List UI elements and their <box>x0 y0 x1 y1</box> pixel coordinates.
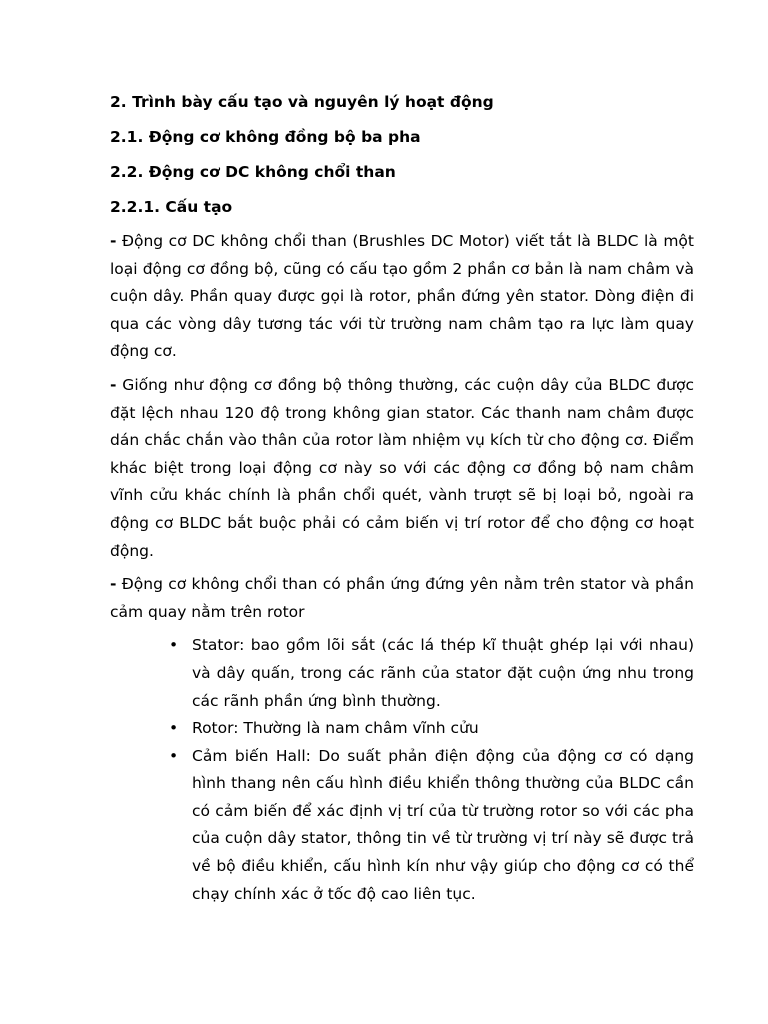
heading-section-2-2: 2.2. Động cơ DC không chổi than <box>110 163 396 181</box>
heading-section-2-1: 2.1. Động cơ không đồng bộ ba pha <box>110 128 421 146</box>
bullet-icon: • <box>169 636 179 655</box>
list-item-text: Rotor: Thường là nam châm vĩnh cửu <box>192 719 479 738</box>
paragraph-1 <box>110 228 694 366</box>
paragraph-text: Giống như động cơ đồng bộ thông thường, các cuộn dây của BLDC được đặt lệch nhau 120 độ trong không gian stator. Các thanh nam châm được dán chắc chắn vào thân của rotor làm nhiệm vụ kích từ cho động cơ. Điểm khác biệt trong loại động cơ này so với các động cơ đồng bộ nam châm vĩnh cửu khác chính là phần chổi quét, vành trượt sẽ bị loại bỏ, ngoài ra động cơ BLDC bắt buộc phải có cảm biến vị trí rotor để cho động cơ hoạt động. <box>110 375 694 560</box>
heading-section-2: 2. Trình bày cấu tạo và nguyên lý hoạt động <box>110 93 494 111</box>
document-page <box>110 88 694 908</box>
list-item-text: Stator: bao gồm lõi sắt (các lá thép kĩ thuật ghép lại với nhau) và dây quấn, trong các rãnh của stator đặt cuộn ứng nhu trong các rãnh phần ứng bình thường. <box>192 636 694 710</box>
list-item-stator <box>165 632 694 715</box>
paragraph-text: Động cơ DC không chổi than (Brushles DC Motor) viết tắt là BLDC là một loại động cơ đồng bộ, cũng có cấu tạo gồm 2 phần cơ bản là nam châm và cuộn dây. Phần quay được gọi là rotor, phần đứng yên stator. Dòng điện đi qua các vòng dây tương tác với từ trường nam châm tạo ra lực làm quay động cơ. <box>110 232 694 361</box>
paragraph-3 <box>110 571 694 626</box>
paragraph-dash: - <box>110 375 117 394</box>
paragraph-dash: - <box>110 575 117 594</box>
paragraph-text: Động cơ không chổi than có phần ứng đứng yên nằm trên stator và phần cảm quay nằm trên rotor <box>110 575 694 621</box>
list-item-rotor <box>165 715 694 743</box>
list-item-hall-sensor <box>165 743 694 909</box>
heading-section-2-2-1: 2.2.1. Cấu tạo <box>110 198 233 216</box>
bullet-list <box>165 632 694 908</box>
paragraph-2 <box>110 372 694 565</box>
paragraph-dash: - <box>110 232 117 250</box>
list-item-text: Cảm biến Hall: Do suất phản điện động của động cơ có dạng hình thang nên cấu hình điều khiển thông thường của BLDC cần có cảm biến để xác định vị trí của từ trường rotor so với các pha của cuộn dây stator, thông tin về từ trường vị trí này sẽ được trả về bộ điều khiển, cấu hình kín như vậy giúp cho động cơ có thể chạy chính xác ở tốc độ cao liên tục. <box>192 746 694 903</box>
bullet-icon: • <box>169 746 179 765</box>
bullet-icon: • <box>169 719 179 738</box>
